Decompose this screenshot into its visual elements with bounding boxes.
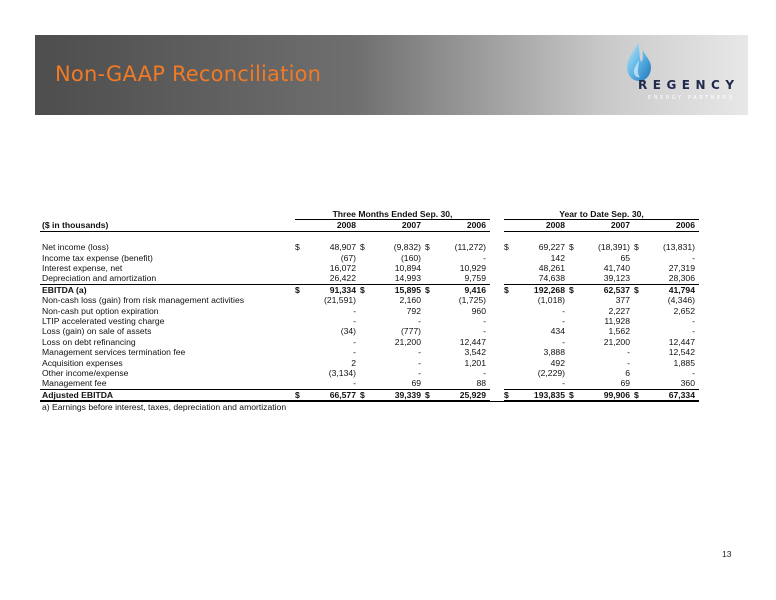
spacer-row	[40, 231, 699, 242]
value-cell: 12,542	[668, 347, 695, 358]
year-header: 2008	[504, 220, 569, 231]
value-cell: (2,229)	[537, 368, 565, 379]
year-header: 2007	[569, 220, 634, 231]
column-gap	[490, 306, 504, 316]
table-row	[40, 253, 699, 263]
currency-symbol	[295, 295, 305, 305]
value-cell: -	[418, 347, 421, 358]
value-cell: 39,123	[603, 273, 630, 284]
table-row	[40, 295, 699, 305]
value-cell: 9,416	[435, 284, 490, 295]
table-row	[40, 263, 699, 273]
table-row	[40, 284, 699, 295]
currency-symbol	[425, 347, 435, 357]
currency-symbol	[425, 306, 435, 316]
value-cell: 41,740	[603, 263, 630, 274]
currency-symbol	[504, 263, 514, 273]
column-gap	[490, 378, 504, 389]
currency-symbol	[634, 316, 644, 326]
currency-symbol: $	[504, 284, 514, 295]
value-cell: 1,201	[464, 357, 486, 368]
currency-symbol	[634, 326, 644, 336]
value-cell: 99,906	[579, 389, 634, 401]
currency-symbol	[504, 316, 514, 326]
slide-title: Non-GAAP Reconciliation	[55, 62, 322, 86]
currency-symbol: $	[425, 389, 435, 401]
currency-symbol: $	[425, 242, 430, 253]
currency-symbol	[295, 316, 305, 326]
currency-symbol	[425, 295, 435, 305]
currency-symbol: $	[360, 284, 370, 295]
table-row	[40, 273, 699, 284]
value-cell: 14,993	[394, 273, 421, 284]
value-cell: 69	[411, 378, 421, 389]
value-cell: 192,268	[514, 284, 569, 295]
currency-symbol: $	[634, 242, 639, 253]
value-cell: -	[418, 316, 421, 327]
value-cell: 2	[351, 357, 356, 368]
column-gap	[490, 358, 504, 368]
value-cell: 434	[550, 326, 565, 337]
currency-symbol	[360, 273, 370, 284]
value-cell: (4,346)	[667, 295, 695, 306]
currency-symbol	[569, 295, 579, 305]
currency-symbol	[504, 368, 514, 378]
currency-symbol	[504, 273, 514, 284]
table-row	[40, 358, 699, 368]
currency-symbol	[504, 253, 514, 263]
value-cell: (18,391)	[597, 242, 630, 253]
year-header: 2006	[634, 220, 699, 231]
value-cell: 12,447	[459, 336, 486, 347]
value-cell: 69	[620, 378, 630, 389]
currency-symbol	[634, 295, 644, 305]
currency-symbol: $	[634, 284, 644, 295]
currency-symbol	[634, 358, 644, 368]
value-cell: 69,227	[538, 242, 565, 253]
value-cell: (21,591)	[323, 295, 356, 306]
currency-symbol	[634, 306, 644, 316]
currency-symbol	[569, 378, 579, 389]
value-cell: 65	[620, 252, 630, 263]
value-cell: -	[483, 326, 486, 337]
column-gap	[490, 295, 504, 305]
value-cell: 21,200	[394, 336, 421, 347]
value-cell: -	[418, 368, 421, 379]
value-cell: 11,928	[604, 316, 630, 327]
value-cell: -	[353, 316, 356, 327]
value-cell: 27,319	[668, 263, 695, 274]
value-cell: -	[483, 316, 486, 327]
currency-symbol	[295, 263, 305, 273]
value-cell: 142	[550, 252, 565, 263]
value-cell: 67,334	[644, 389, 699, 401]
currency-symbol	[425, 337, 435, 347]
currency-symbol	[425, 326, 435, 336]
year-header-row	[40, 220, 699, 231]
row-label: LTIP accelerated vesting charge	[42, 316, 165, 327]
footnote-text: a) Earnings before interest, taxes, depreciation and amortization	[40, 401, 699, 412]
value-cell: -	[483, 252, 486, 263]
currency-symbol	[569, 337, 579, 347]
logo-tagline: ENERGY PARTNERS	[648, 95, 735, 101]
value-cell: -	[562, 336, 565, 347]
value-cell: 10,894	[394, 263, 421, 274]
logo-wordmark: REGENCY	[638, 78, 740, 92]
value-cell: 960	[471, 305, 486, 316]
value-cell: (3,134)	[328, 368, 356, 379]
currency-symbol	[295, 378, 305, 389]
value-cell: -	[562, 378, 565, 389]
currency-symbol	[425, 378, 435, 389]
currency-symbol	[569, 253, 579, 263]
currency-symbol	[360, 253, 370, 263]
value-cell: (777)	[400, 326, 421, 337]
value-cell: 792	[406, 305, 421, 316]
row-label: Management services termination fee	[42, 347, 186, 358]
value-cell: 66,577	[305, 389, 360, 401]
currency-symbol	[569, 326, 579, 336]
table-row	[40, 337, 699, 347]
value-cell: 6	[625, 368, 630, 379]
value-cell: 3,542	[464, 347, 486, 358]
row-label: Loss on debt refinancing	[42, 336, 136, 347]
currency-symbol: $	[569, 284, 579, 295]
column-gap	[490, 242, 504, 252]
page-number: 13	[722, 549, 732, 559]
value-cell: 492	[550, 357, 565, 368]
units-label: ($ in thousands)	[40, 220, 295, 231]
table-row	[40, 347, 699, 357]
currency-symbol	[425, 263, 435, 273]
currency-symbol	[360, 326, 370, 336]
currency-symbol	[504, 358, 514, 368]
currency-symbol	[360, 316, 370, 326]
row-label: Non-cash loss (gain) from risk management activities	[42, 295, 245, 306]
row-label: EBITDA (a)	[40, 284, 295, 295]
value-cell: -	[353, 305, 356, 316]
currency-symbol	[634, 263, 644, 273]
column-gap	[490, 273, 504, 284]
value-cell: 21,200	[603, 336, 630, 347]
currency-symbol	[360, 368, 370, 378]
currency-symbol	[295, 326, 305, 336]
value-cell: 39,339	[370, 389, 425, 401]
currency-symbol: $	[504, 389, 514, 401]
currency-symbol	[425, 253, 435, 263]
value-cell: -	[483, 368, 486, 379]
currency-symbol	[634, 273, 644, 284]
currency-symbol	[295, 253, 305, 263]
value-cell: 2,160	[399, 295, 421, 306]
value-cell: 9,759	[464, 273, 486, 284]
value-cell: 360	[680, 378, 695, 389]
value-cell: 3,888	[543, 347, 565, 358]
row-label: Income tax expense (benefit)	[42, 252, 153, 263]
currency-symbol: $	[425, 284, 435, 295]
value-cell: -	[562, 305, 565, 316]
column-gap	[490, 389, 504, 401]
value-cell: 1,562	[608, 326, 630, 337]
currency-symbol	[360, 306, 370, 316]
currency-symbol	[360, 358, 370, 368]
value-cell: 25,929	[435, 389, 490, 401]
column-group-header-row	[40, 209, 699, 220]
currency-symbol	[360, 378, 370, 389]
column-gap	[490, 253, 504, 263]
currency-symbol: $	[504, 242, 509, 253]
value-cell: 88	[476, 378, 486, 389]
value-cell: -	[353, 336, 356, 347]
flame-drop-icon	[624, 42, 654, 82]
currency-symbol	[569, 358, 579, 368]
currency-symbol	[295, 337, 305, 347]
currency-symbol	[360, 337, 370, 347]
value-cell: 16,072	[329, 263, 356, 274]
value-cell: 28,306	[668, 273, 695, 284]
table-row	[40, 316, 699, 326]
currency-symbol	[425, 316, 435, 326]
column-gap	[490, 368, 504, 378]
currency-symbol	[295, 306, 305, 316]
value-cell: -	[692, 252, 695, 263]
value-cell: -	[692, 316, 695, 327]
value-cell: -	[692, 326, 695, 337]
currency-symbol: $	[295, 284, 305, 295]
value-cell: 2,652	[673, 305, 695, 316]
row-label: Acquisition expenses	[42, 357, 123, 368]
value-cell: 377	[615, 295, 630, 306]
value-cell: 12,447	[668, 336, 695, 347]
column-gap	[490, 326, 504, 336]
currency-symbol	[634, 368, 644, 378]
company-logo	[612, 38, 748, 114]
value-cell: 10,929	[459, 263, 486, 274]
currency-symbol: $	[569, 242, 574, 253]
currency-symbol	[504, 295, 514, 305]
currency-symbol	[634, 337, 644, 347]
value-cell: (9,832)	[393, 242, 421, 253]
year-header: 2008	[295, 220, 360, 231]
value-cell: 41,794	[644, 284, 699, 295]
currency-symbol	[295, 368, 305, 378]
column-gap	[490, 284, 504, 295]
table-row	[40, 242, 699, 252]
currency-symbol	[569, 263, 579, 273]
currency-symbol	[425, 358, 435, 368]
value-cell: -	[418, 357, 421, 368]
row-label: Depreciation and amortization	[42, 273, 157, 284]
group-three-months: Three Months Ended Sep. 30,	[295, 209, 490, 220]
value-cell: 193,835	[514, 389, 569, 401]
row-label: Loss (gain) on sale of assets	[42, 326, 152, 337]
value-cell: -	[692, 368, 695, 379]
currency-symbol	[425, 368, 435, 378]
currency-symbol	[425, 273, 435, 284]
value-cell: 26,422	[329, 273, 356, 284]
value-cell: 2,227	[608, 305, 630, 316]
value-cell: -	[353, 378, 356, 389]
year-header: 2006	[425, 220, 490, 231]
value-cell: (67)	[340, 252, 356, 263]
currency-symbol	[569, 306, 579, 316]
value-cell: 91,334	[305, 284, 360, 295]
currency-symbol	[569, 368, 579, 378]
value-cell: -	[562, 316, 565, 327]
currency-symbol	[569, 347, 579, 357]
value-cell: 74,638	[538, 273, 565, 284]
currency-symbol: $	[634, 389, 644, 401]
currency-symbol: $	[569, 389, 579, 401]
value-cell: (34)	[340, 326, 356, 337]
row-label: Adjusted EBITDA	[40, 389, 295, 401]
value-cell: -	[627, 357, 630, 368]
column-gap	[490, 263, 504, 273]
row-label: Net income (loss)	[42, 242, 109, 253]
row-label: Other income/expense	[42, 368, 129, 379]
currency-symbol	[360, 263, 370, 273]
currency-symbol: $	[295, 242, 300, 253]
currency-symbol	[295, 358, 305, 368]
currency-symbol	[360, 295, 370, 305]
value-cell: (1,018)	[537, 295, 565, 306]
column-gap	[490, 316, 504, 326]
currency-symbol	[295, 347, 305, 357]
value-cell: (11,272)	[454, 242, 486, 253]
value-cell: 1,885	[673, 357, 695, 368]
currency-symbol	[634, 378, 644, 389]
row-label: Management fee	[42, 378, 107, 389]
currency-symbol: $	[295, 389, 305, 401]
value-cell: -	[627, 347, 630, 358]
currency-symbol	[504, 337, 514, 347]
currency-symbol	[504, 347, 514, 357]
table-row	[40, 378, 699, 389]
year-header: 2007	[360, 220, 425, 231]
value-cell: (1,725)	[458, 295, 486, 306]
currency-symbol	[569, 273, 579, 284]
currency-symbol	[504, 306, 514, 316]
row-label: Interest expense, net	[42, 263, 123, 274]
currency-symbol	[634, 347, 644, 357]
currency-symbol: $	[360, 242, 365, 253]
table-row	[40, 389, 699, 401]
value-cell: (160)	[400, 252, 421, 263]
table-row	[40, 306, 699, 316]
value-cell: 48,907	[329, 242, 356, 253]
currency-symbol	[295, 273, 305, 284]
value-cell: (13,831)	[662, 242, 695, 253]
currency-symbol	[569, 316, 579, 326]
value-cell: -	[353, 347, 356, 358]
column-gap	[490, 337, 504, 347]
value-cell: 62,537	[579, 284, 634, 295]
currency-symbol	[504, 378, 514, 389]
table-row	[40, 368, 699, 378]
value-cell: 15,895	[370, 284, 425, 295]
footnote-row	[40, 401, 699, 412]
currency-symbol	[360, 347, 370, 357]
currency-symbol	[504, 326, 514, 336]
group-year-to-date: Year to Date Sep. 30,	[504, 209, 699, 220]
reconciliation-table	[40, 209, 699, 413]
currency-symbol	[634, 253, 644, 263]
table-row	[40, 326, 699, 336]
column-gap	[490, 347, 504, 357]
row-label: Non-cash put option expiration	[42, 305, 159, 316]
currency-symbol: $	[360, 389, 370, 401]
value-cell: 48,261	[538, 263, 565, 274]
